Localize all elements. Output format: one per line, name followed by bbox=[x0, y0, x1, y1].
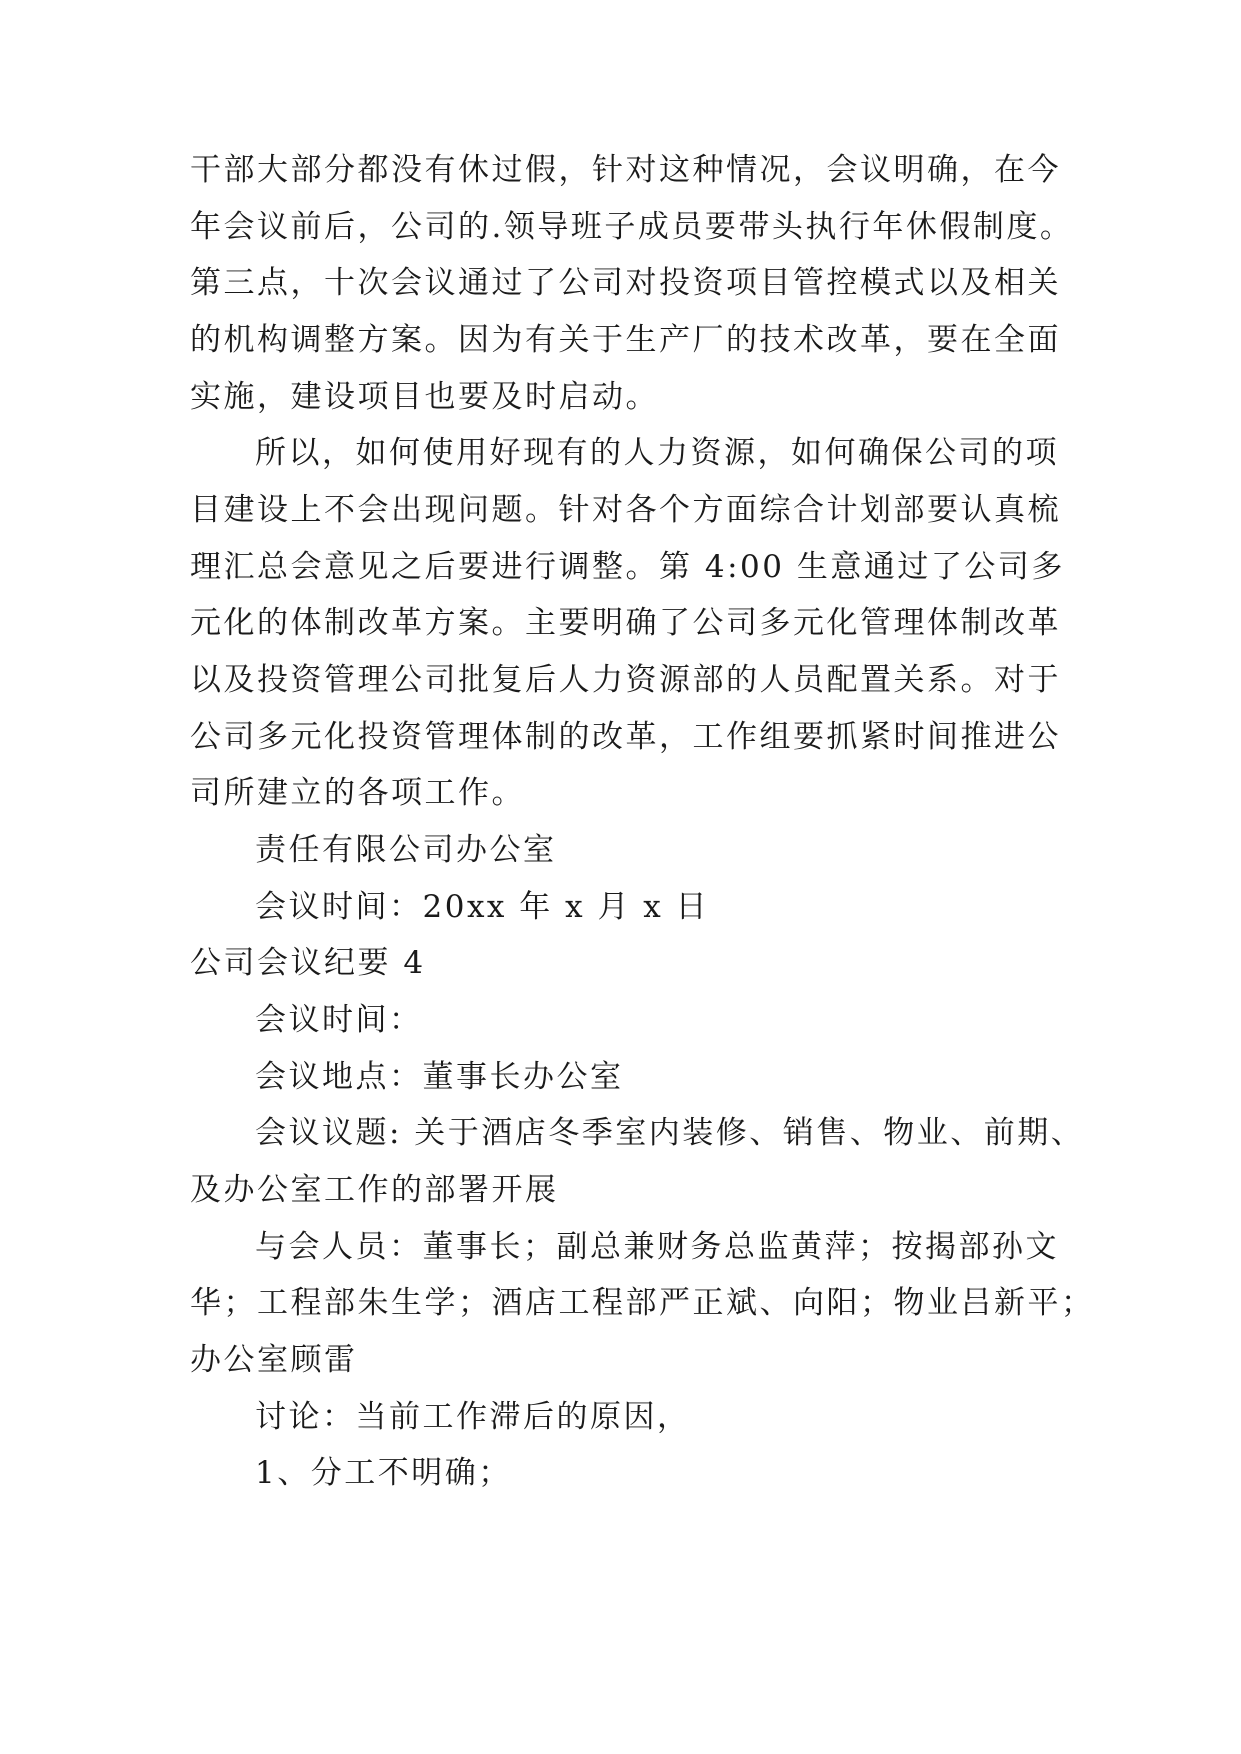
body-text-line: 理汇总会意见之后要进行调整。第 4:00 生意通过了公司多 bbox=[190, 549, 1065, 585]
meeting-topic: 会议议题: 关于酒店冬季室内装修、销售、物业、前期、 bbox=[255, 1115, 1085, 1151]
discussion: 讨论：当前工作滞后的原因， bbox=[255, 1399, 691, 1435]
body-text-line: 司所建立的各项工作。 bbox=[190, 775, 525, 811]
attendees: 与会人员：董事长；副总兼财务总监黄萍；按揭部孙文 bbox=[255, 1229, 1059, 1265]
body-text-line: 华；工程部朱生学；酒店工程部严正斌、向阳；物业吕新平； bbox=[190, 1285, 1095, 1321]
body-text-line: 的机构调整方案。因为有关于生产厂的技术改革，要在全面 bbox=[190, 322, 1061, 358]
body-text-line: 以及投资管理公司批复后人力资源部的人员配置关系。对于 bbox=[190, 662, 1061, 698]
signature-date: 会议时间：20xx 年 x 月 x 日 bbox=[255, 889, 710, 925]
body-text-line: 干部大部分都没有休过假，针对这种情况，会议明确，在今 bbox=[190, 152, 1061, 188]
body-text-line: 办公室顾雷 bbox=[190, 1342, 358, 1378]
body-text-line: 元化的体制改革方案。主要明确了公司多元化管理体制改革 bbox=[190, 605, 1061, 641]
section-heading: 公司会议纪要 4 bbox=[190, 945, 426, 981]
paragraph-first-line: 所以，如何使用好现有的人力资源，如何确保公司的项 bbox=[255, 435, 1059, 471]
body-text-line: 及办公室工作的部署开展 bbox=[190, 1172, 559, 1208]
body-text-line: 公司多元化投资管理体制的改革，工作组要抓紧时间推进公 bbox=[190, 719, 1061, 755]
body-text-line: 实施，建设项目也要及时启动。 bbox=[190, 379, 659, 415]
list-item: 1、分工不明确； bbox=[255, 1455, 512, 1491]
signature-office: 责任有限公司办公室 bbox=[255, 832, 557, 868]
body-text-line: 第三点，十次会议通过了公司对投资项目管控模式以及相关 bbox=[190, 265, 1061, 301]
body-text-line: 目建设上不会出现问题。针对各个方面综合计划部要认真梳 bbox=[190, 492, 1061, 528]
body-text-line: 年会议前后，公司的.领导班子成员要带头执行年休假制度。 bbox=[190, 209, 1074, 245]
meeting-location: 会议地点：董事长办公室 bbox=[255, 1059, 624, 1095]
meeting-time: 会议时间： bbox=[255, 1002, 423, 1038]
